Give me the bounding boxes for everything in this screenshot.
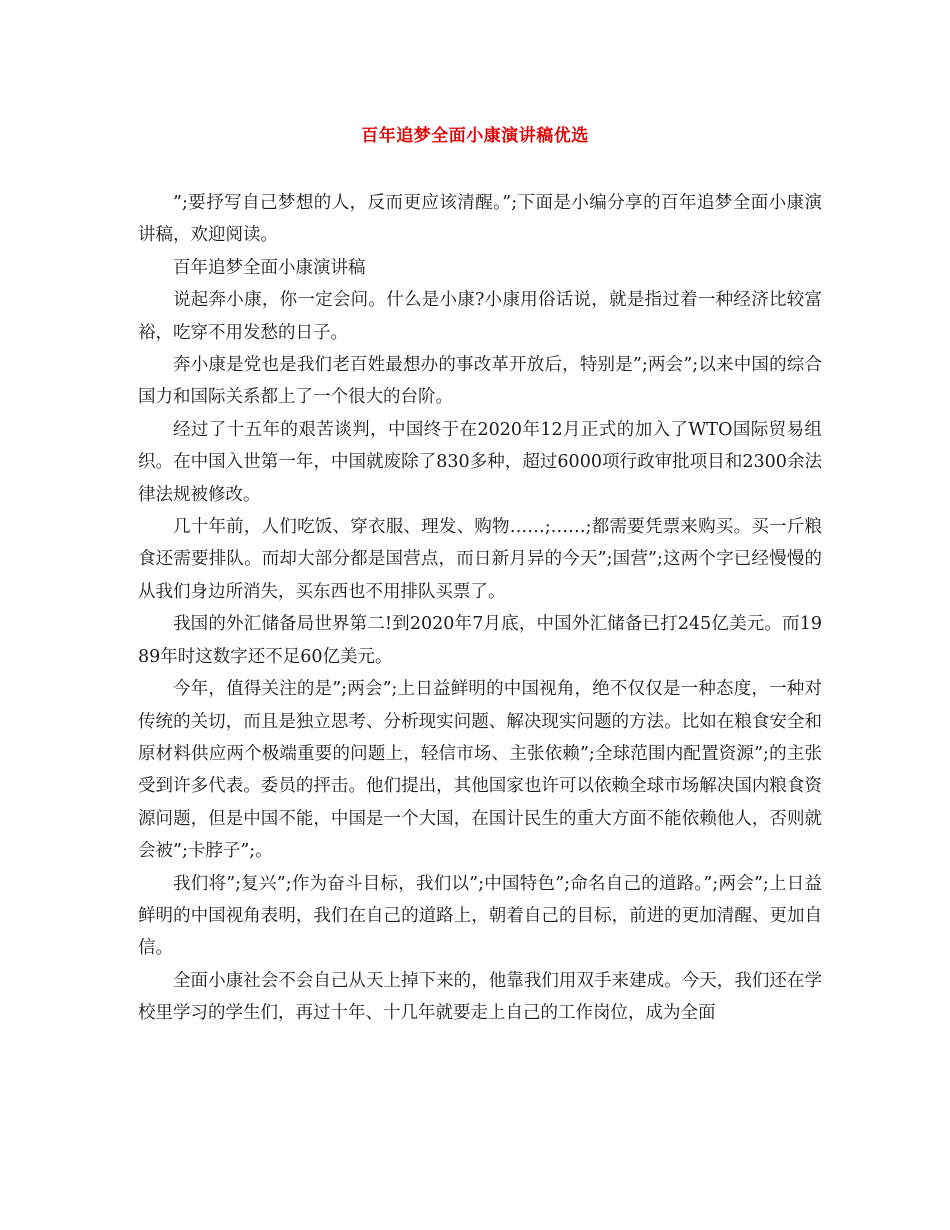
paragraph-subheading: 百年追梦全面小康演讲稿 [173,257,366,278]
paragraph: 我们将”;复兴”;作为奋斗目标，我们以”;中国特色”;命名自己的道路。”;两会”;上日益鲜明的中国视角表明，我们在自己的道路上，朝着自己的目标，前进的更加清醒、更加自信。 [138,873,822,959]
paragraph: 经过了十五年的艰苦谈判，中国终于在2020年12月正式的加入了WTO国际贸易组织。在中国入世第一年，中国就废除了830多种，超过6000项行政审批项目和2300余法律法规被修改。 [138,419,822,505]
paragraph: 几十年前，人们吃饭、穿衣服、理发、购物……;……;都需要凭票来购买。买一斤粮食还需要排队。而却大部分都是国营点，而日新月异的今天”;国营”;这两个字已经慢慢的从我们身边所消失，买东西也不用排队买票了。 [138,517,822,602]
paragraph: 我国的外汇储备局世界第二!到2020年7月底，中国外汇储备已打245亿美元。而1989年时这数字还不足60亿美元。 [138,614,822,667]
paragraph: 今年，值得关注的是”;两会”;上日益鲜明的中国视角，绝不仅仅是一种态度，一种对传统的关切，而且是独立思考、分析现实问题、解决现实问题的方法。比如在粮食安全和原材料供应两个极端重要的问题上，轻信市场、主张依赖”;全球范围内配置资源”;的主张受到许多代表。委员的抨击。他们提出，其他国家也许可以依赖全球市场解决国内粮食资源问题，但是中国不能，中国是一个大国，在国计民生的重大方面不能依赖他人，否则就会被”;卡脖子”;。 [138,679,822,862]
paragraph: 说起奔小康，你一定会问。什么是小康?小康用俗话说，就是指过着一种经济比较富裕，吃穿不用发愁的日子。 [138,290,822,343]
paragraph: 全面小康社会不会自己从天上掉下来的，他靠我们用双手来建成。今天，我们还在学校里学习的学生们，再过十年、十几年就要走上自己的工作岗位，成为全面 [138,970,822,1024]
document-body [138,187,822,1030]
paragraph: ”;要抒写自己梦想的人，反而更应该清醒。”;下面是小编分享的百年追梦全面小康演讲稿，欢迎阅读。 [138,193,822,246]
paragraph: 奔小康是党也是我们老百姓最想办的事改革开放后，特别是”;两会”;以来中国的综合国力和国际关系都上了一个很大的台阶。 [138,355,822,408]
document-title: 百年追梦全面小康演讲稿优选 [361,126,589,146]
